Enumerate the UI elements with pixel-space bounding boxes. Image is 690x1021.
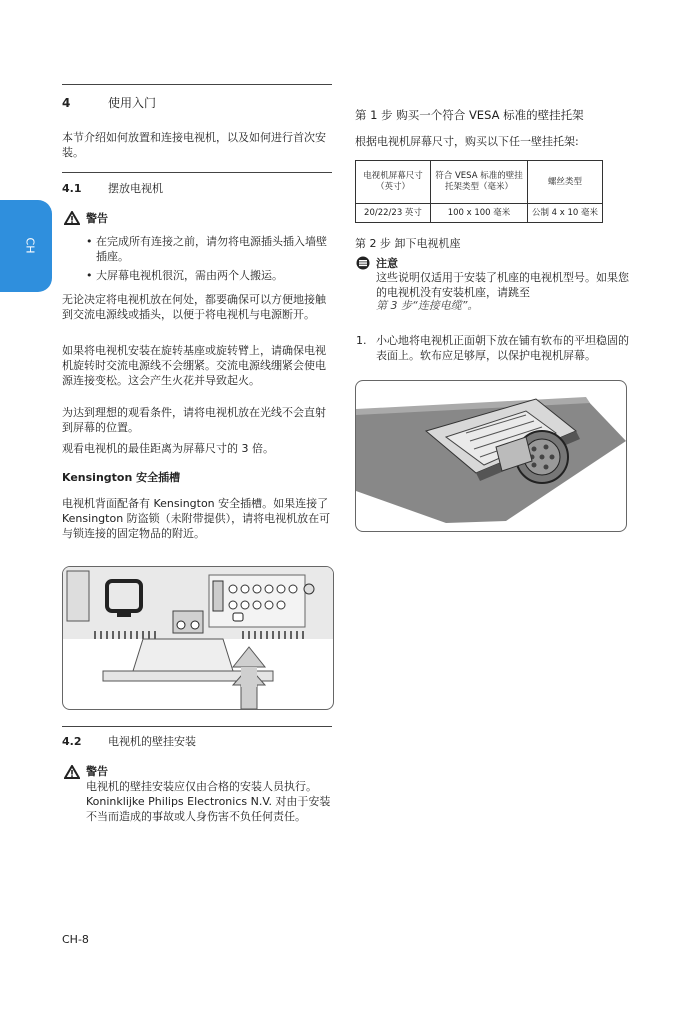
table-header: 电视机屏幕尺寸（英寸）	[356, 161, 431, 204]
tv-facedown-drawing	[356, 381, 626, 531]
bullet-dot: •	[86, 235, 93, 248]
warning-label: 警告	[86, 212, 108, 225]
table-cell: 100 x 100 毫米	[431, 204, 528, 223]
paragraph: 无论决定将电视机放在何处，都要确保可以方便地接触到交流电源线或插头，以便于将电视机与电源断开。	[62, 293, 326, 321]
tv-facedown-illustration	[355, 380, 627, 532]
page-number: CH-8	[62, 933, 89, 946]
kensington-title: Kensington 安全插槽	[62, 471, 181, 484]
paragraph: 如果将电视机安装在旋转基座或旋转臂上，请确保电视机旋转时交流电源线不会绷紧。交流电源线绷紧会使电源连接变松。这会产生火花并导致起火。	[62, 344, 326, 387]
subsection-title: 摆放电视机	[108, 182, 163, 195]
step1-title: 第 1 步 购买一个符合 VESA 标准的壁挂托架	[355, 108, 584, 122]
note-icon	[356, 256, 370, 270]
note-text: 这些说明仅适用于安装了机座的电视机型号。如果您的电视机没有安装机座，请跳至	[376, 271, 629, 299]
warning-label: 警告	[86, 765, 108, 778]
subsection-number: 4.1	[62, 182, 82, 195]
subsection-title: 电视机的壁挂安装	[108, 735, 196, 748]
note-label: 注意	[376, 257, 398, 270]
section-intro: 本节介绍如何放置和连接电视机，以及如何进行首次安装。	[62, 131, 326, 159]
step1-description: 根据电视机屏幕尺寸，购买以下任一壁挂托架:	[355, 135, 579, 148]
list-item-text: 小心地将电视机正面朝下放在铺有软布的平坦稳固的表面上。软布应足够厚，以保护电视机屏幕。	[376, 334, 629, 362]
table-cell: 20/22/23 英寸	[356, 204, 431, 223]
table-header: 符合 VESA 标准的壁挂托架类型（毫米）	[431, 161, 528, 204]
bullet-item: 在完成所有连接之前，请勿将电源插头插入墙壁插座。	[96, 235, 327, 263]
table-cell: 公制 4 x 10 毫米	[528, 204, 603, 223]
list-item-number: 1.	[356, 334, 367, 347]
language-tab	[0, 200, 52, 292]
bullet-dot: •	[86, 269, 93, 282]
kensington-paragraph: 电视机背面配备有 Kensington 安全插槽。如果连接了 Kensington 防盗锁（未附带提供），请将电视机放在可与锁连接的固定物品的附近。	[62, 497, 331, 540]
paragraph: 观看电视机的最佳距离为屏幕尺寸的 3 倍。	[62, 442, 274, 455]
tv-back-drawing	[63, 567, 333, 709]
section-title: 使用入门	[108, 96, 157, 110]
warning-icon	[64, 765, 80, 779]
subsection-number: 4.2	[62, 735, 82, 748]
warning-text: 电视机的壁挂安装应仅由合格的安装人员执行。Koninklijke Philips Electronics N.V. 对由于安装不当而造成的事故或人身伤害不负任何责任。	[86, 780, 331, 823]
paragraph: 为达到理想的观看条件，请将电视机放在光线不会直射到屏幕的位置。	[62, 406, 326, 434]
step2-title: 第 2 步 卸下电视机座	[355, 237, 461, 250]
table-header-row	[356, 161, 603, 204]
language-tab-label: CH	[23, 237, 37, 254]
table-row	[356, 204, 603, 223]
subsection-rule	[62, 726, 332, 727]
warning-icon	[64, 211, 80, 225]
section-number: 4	[62, 96, 71, 110]
note-link[interactable]: 第 3 步“连接电缆”。	[376, 299, 479, 312]
bullet-item: 大屏幕电视机很沉，需由两个人搬运。	[96, 269, 283, 282]
tv-back-illustration	[62, 566, 334, 710]
vesa-table	[355, 160, 603, 223]
subsection-rule	[62, 172, 332, 173]
table-header: 螺丝类型	[528, 161, 603, 204]
section-rule	[62, 84, 332, 85]
